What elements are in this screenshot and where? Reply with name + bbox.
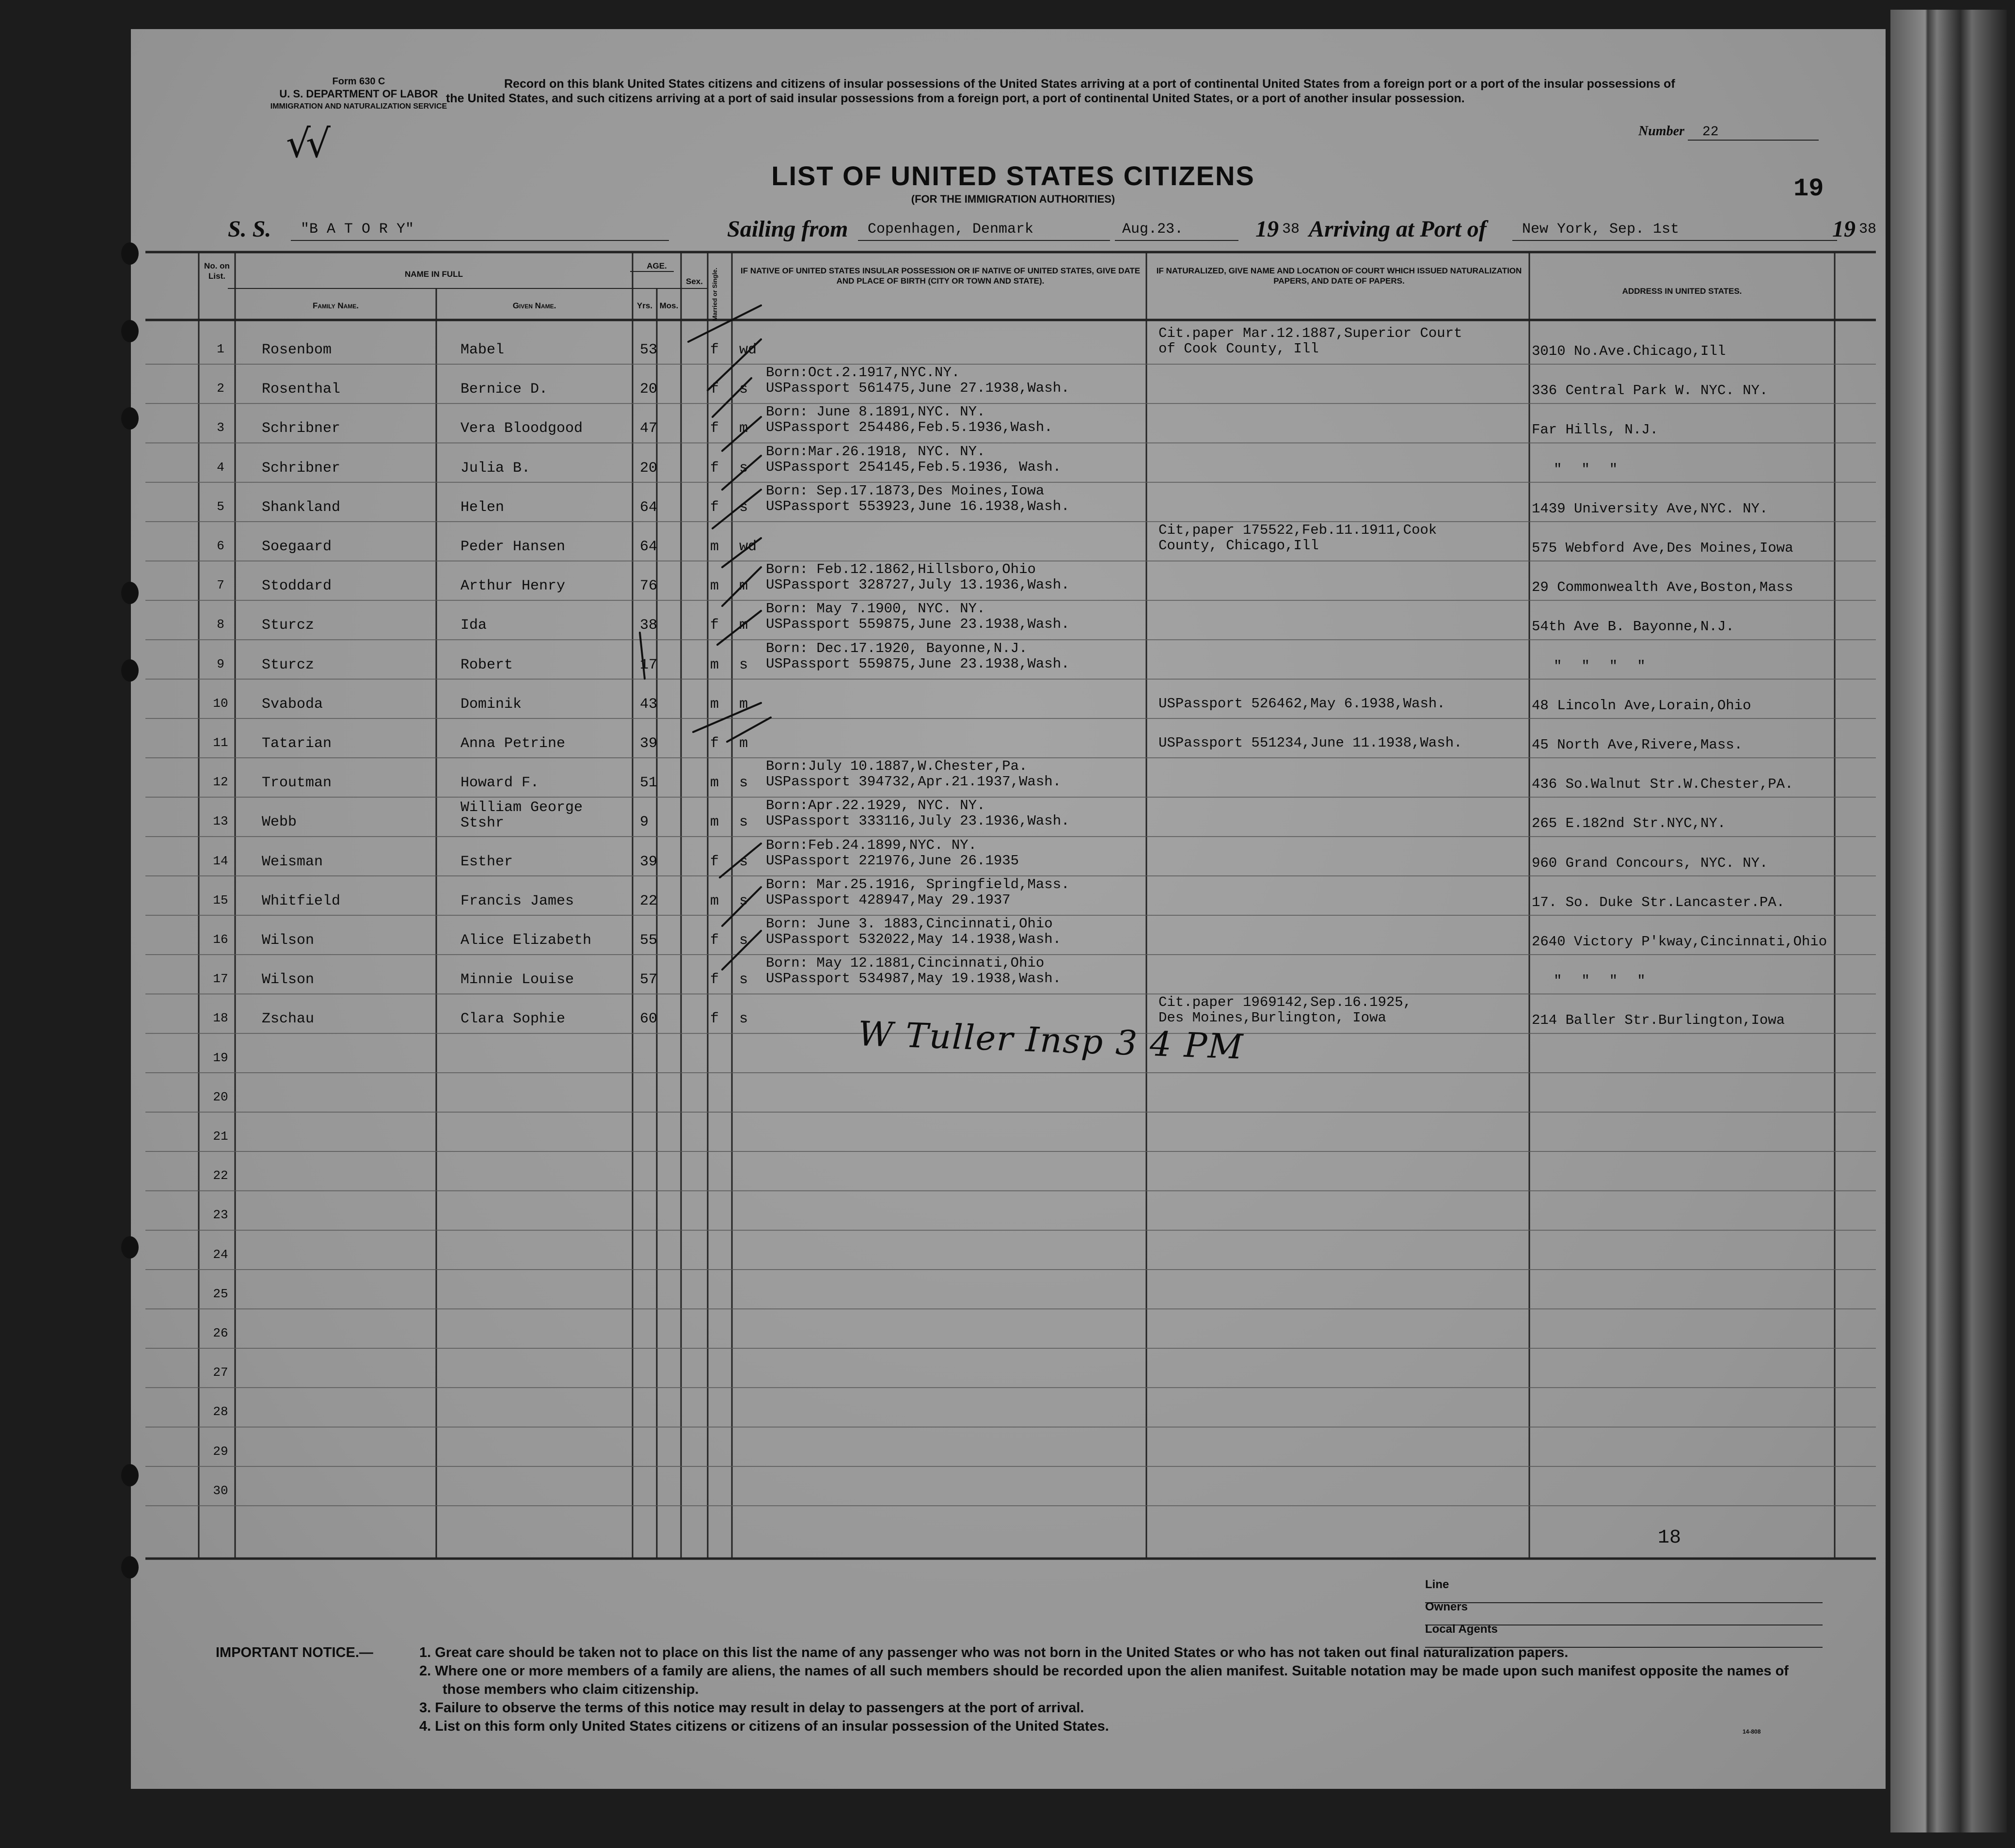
page-subtitle: (FOR THE IMMIGRATION AUTHORITIES) [911, 193, 1115, 205]
table-row [131, 1230, 1886, 1270]
col-header-birth: IF NATIVE OF UNITED STATES INSULAR POSSESSION OR IF NATIVE OF UNITED STATES, GIVE DATE AND PLACE OF BIRTH (CITY OR TOWN AND STATE). [740, 266, 1141, 286]
voyage-line [228, 216, 1876, 245]
birth-info [766, 838, 1019, 869]
col-header-married: Married or Single. [711, 268, 718, 321]
us-address: 29 Commonwealth Ave,Boston,Mass [1532, 579, 1793, 596]
table-row [131, 1191, 1886, 1230]
row-number: 19 [213, 1050, 228, 1065]
family-name: Whitfield [262, 892, 341, 909]
age-years: 38 [640, 617, 658, 634]
table-row [131, 561, 1886, 600]
us-address: 54th Ave B. Bayonne,N.J. [1532, 619, 1734, 635]
us-address: 575 Webford Ave,Des Moines,Iowa [1532, 540, 1793, 556]
family-name: Shankland [262, 499, 341, 516]
marital-status: s [739, 814, 748, 831]
table-row [131, 1151, 1886, 1191]
naturalization-info-line: Cit,paper 175522,Feb.11.1911,Cook [1158, 522, 1437, 538]
naturalization-info [1158, 523, 1437, 554]
birth-info [766, 641, 1070, 672]
given-name: Alice Elizabeth [460, 932, 592, 949]
row-number: 2 [217, 381, 224, 396]
given-name-line: William George [460, 799, 583, 816]
naturalization-info-line: Cit.paper 1969142,Sep.16.1925, [1158, 994, 1412, 1011]
row-number: 16 [213, 932, 228, 947]
col-header-naturalized: IF NATURALIZED, GIVE NAME AND LOCATION OF COURT WHICH ISSUED NATURALIZATION PAPERS, AND DATE OF PAPERS. [1156, 266, 1522, 286]
check-marks: √√ [286, 121, 326, 166]
row-number: 28 [213, 1404, 228, 1419]
sex: m [710, 892, 719, 909]
record-instructions: Record on this blank United States citizens and citizens of insular possessions of the United States arriving at a port of continental United States from a foreign port or a port of the insular possessions of the United States, and such citizens arriving at a port of said insular possessions from a foreign port, a port of continental United States, or a port of another insular possession. [446, 77, 1675, 105]
col-header-family: Family Name. [312, 301, 359, 310]
us-address: 17. So. Duke Str.Lancaster.PA. [1532, 894, 1785, 910]
marital-status: s [739, 892, 748, 909]
table-row [131, 325, 1886, 364]
birth-info-line: Born: May 7.1900, NYC. NY. [766, 601, 985, 617]
given-name: Howard F. [460, 775, 539, 792]
age-years: 9 [640, 814, 649, 831]
birth-info-line: Born:July 10.1887,W.Chester,Pa. [766, 758, 1028, 775]
row-number: 5 [217, 499, 224, 514]
table-row [131, 718, 1886, 758]
sex: f [710, 342, 719, 358]
given-name-line: Stshr [460, 815, 505, 832]
marital-status: m [739, 617, 748, 634]
page-title: LIST OF UNITED STATES CITIZENS [771, 160, 1255, 191]
row-number: 1 [217, 342, 224, 356]
family-name: Wilson [262, 972, 315, 988]
row-number: 11 [213, 735, 228, 750]
table-row [131, 1387, 1886, 1427]
marital-status: m [739, 696, 748, 713]
row-number: 10 [213, 696, 228, 711]
sex: m [710, 656, 719, 673]
naturalization-info-line: Cit.paper Mar.12.1887,Superior Court [1158, 325, 1462, 341]
sex: f [710, 381, 719, 398]
us-address: 436 So.Walnut Str.W.Chester,PA. [1532, 776, 1793, 793]
family-name: Zschau [262, 1011, 315, 1028]
birth-info-line: USPassport 553923,June 16.1938,Wash. [766, 498, 1070, 514]
notice-heading: IMPORTANT NOTICE.— [216, 1645, 373, 1660]
age-years: 55 [640, 932, 658, 949]
col-header-given: Given Name. [512, 301, 556, 310]
marital-status: s [739, 656, 748, 673]
naturalization-info [1158, 696, 1445, 712]
row-number: 6 [217, 539, 224, 553]
marital-status: wd [739, 539, 757, 555]
family-name: Rosenbom [262, 342, 332, 358]
marital-status: s [739, 853, 748, 870]
col-header-age: AGE. [647, 261, 667, 271]
col-header-no: No. on List. [204, 261, 230, 281]
family-name: Sturcz [262, 656, 315, 673]
footer-signature-lines [1425, 1578, 1886, 1645]
list-number-label: Number [1638, 124, 1684, 139]
age-years: 76 [640, 578, 658, 595]
birth-info-line: USPassport 221976,June 26.1935 [766, 852, 1019, 869]
birth-info-line: Born: June 8.1891,NYC. NY. [766, 404, 985, 420]
col-header-address: ADDRESS IN UNITED STATES. [1622, 287, 1742, 296]
given-name: Robert [460, 656, 513, 673]
given-name: Peder Hansen [460, 539, 566, 555]
sex: f [710, 972, 719, 988]
us-address: """" [1554, 973, 1665, 989]
family-name: Svaboda [262, 696, 323, 713]
table-row [131, 1466, 1886, 1506]
table-row [131, 1073, 1886, 1112]
row-number: 17 [213, 972, 228, 987]
arrival-year: 38 [1859, 221, 1877, 238]
birth-info-line: Born: Feb.12.1862,Hillsboro,Ohio [766, 561, 1036, 578]
given-name: Vera Bloodgood [460, 420, 583, 437]
us-address: 265 E.182nd Str.NYC,NY. [1532, 815, 1726, 832]
notice-item: 4. List on this form only United States citizens or citizens of an insular possession of the United States. [419, 1719, 1109, 1734]
col-header-sex: Sex. [686, 277, 703, 286]
table-row [131, 600, 1886, 639]
col-header-name: NAME IN FULL [405, 270, 463, 279]
row-number: 20 [213, 1089, 228, 1104]
sailing-date: Aug.23. [1115, 220, 1238, 241]
naturalization-info-line: of Cook County, Ill [1158, 341, 1319, 357]
sheet-number: 19 [1793, 175, 1824, 203]
row-number: 3 [217, 420, 224, 435]
inspector-handwritten-note: W Tuller Insp 3 4 PM [857, 1014, 1245, 1067]
marital-status: s [739, 1011, 748, 1028]
age-years: 53 [640, 342, 658, 358]
ship-label: S. S. [228, 216, 271, 242]
sex: m [710, 578, 719, 595]
row-number: 29 [213, 1444, 228, 1459]
marital-status: s [739, 460, 748, 477]
us-address: 45 North Ave,Rivere,Mass. [1532, 737, 1743, 753]
marital-status: s [739, 972, 748, 988]
sex: f [710, 853, 719, 870]
col-header-mos: Mos. [659, 301, 679, 310]
year-prefix: 19 [1255, 216, 1279, 242]
birth-info-line: USPassport 328727,July 13.1936,Wash. [766, 577, 1070, 593]
table-row [131, 1309, 1886, 1348]
age-years: 20 [640, 381, 658, 398]
sex: f [710, 420, 719, 437]
page-stack-edge [1890, 10, 2007, 1832]
age-years: 57 [640, 972, 658, 988]
row-number: 15 [213, 892, 228, 908]
age-years: 39 [640, 735, 658, 752]
arrival-year-prefix: 19 [1832, 216, 1856, 242]
given-name: Dominik [460, 696, 522, 713]
birth-info [766, 483, 1070, 514]
age-years: 51 [640, 775, 658, 792]
birth-info-line: Born:Feb.24.1899,NYC. NY. [766, 837, 977, 853]
row-number: 25 [213, 1286, 228, 1301]
table-row [131, 443, 1886, 482]
table-row [131, 955, 1886, 994]
birth-info [766, 562, 1070, 593]
age-years: 64 [640, 499, 658, 516]
family-name: Weisman [262, 853, 323, 870]
service-name: IMMIGRATION AND NATURALIZATION SERVICE [270, 102, 447, 111]
sex: f [710, 1011, 719, 1028]
family-name: Schribner [262, 460, 341, 477]
owners-label: Owners [1425, 1600, 1468, 1613]
naturalization-info [1158, 326, 1462, 357]
marital-status: wd [739, 342, 757, 358]
arriving-label: Arriving at Port of [1309, 216, 1487, 242]
form-code: 14-808 [1743, 1728, 1761, 1735]
birth-info [766, 916, 1061, 947]
sex: m [710, 539, 719, 555]
family-name: Stoddard [262, 578, 332, 595]
naturalization-info-line: Des Moines,Burlington, Iowa [1158, 1010, 1386, 1026]
marital-status: m [739, 735, 748, 752]
marital-status: s [739, 775, 748, 792]
list-number-value: 22 [1688, 125, 1819, 141]
naturalization-info-line: USPassport 551234,June 11.1938,Wash. [1158, 735, 1462, 751]
given-name: Ida [460, 617, 487, 634]
birth-info-line: USPassport 532022,May 14.1938,Wash. [766, 931, 1062, 947]
sex: f [710, 617, 719, 634]
us-address: 1439 University Ave,NYC. NY. [1532, 500, 1768, 517]
birth-info-line: Born:Apr.22.1929, NYC. NY. [766, 797, 985, 814]
birth-info [766, 601, 1070, 632]
sex: f [710, 932, 719, 949]
birth-info [766, 404, 1053, 435]
birth-info [766, 365, 1070, 396]
row-number: 7 [217, 578, 224, 593]
given-name: Bernice D. [460, 381, 548, 398]
agents-label: Local Agents [1425, 1623, 1498, 1636]
us-address: 214 Baller Str.Burlington,Iowa [1532, 1012, 1785, 1029]
row-number: 8 [217, 617, 224, 632]
row-number: 23 [213, 1208, 228, 1223]
row-number: 26 [213, 1326, 228, 1340]
family-name: Webb [262, 814, 297, 831]
table-row [131, 522, 1886, 561]
family-name: Schribner [262, 420, 341, 437]
marital-status: m [739, 578, 748, 595]
age-years: 60 [640, 1011, 658, 1028]
sex: m [710, 814, 719, 831]
row-number: 12 [213, 775, 228, 790]
row-number: 24 [213, 1247, 228, 1262]
marital-status: s [739, 932, 748, 949]
table-row [131, 1270, 1886, 1309]
us-address: 3010 No.Ave.Chicago,Ill [1532, 343, 1726, 359]
row-number: 13 [213, 814, 228, 829]
birth-info [766, 798, 1070, 829]
family-name: Troutman [262, 775, 332, 792]
table-row [131, 364, 1886, 403]
manifest-sheet [131, 29, 1886, 1789]
row-number: 14 [213, 853, 228, 868]
given-name: Anna Petrine [460, 735, 566, 752]
us-address: 960 Grand Concours, NYC. NY. [1532, 855, 1768, 871]
ship-name: "B A T O R Y" [291, 220, 669, 241]
us-address: """" [1554, 658, 1665, 674]
naturalization-info-line: County, Chicago,Ill [1158, 538, 1319, 554]
given-name: Minnie Louise [460, 972, 574, 988]
family-name: Soegaard [262, 539, 332, 555]
given-name: Esther [460, 853, 513, 870]
us-address: """ [1554, 461, 1637, 478]
table-row [131, 837, 1886, 876]
birth-info-line: Born: Dec.17.1920, Bayonne,N.J. [766, 640, 1028, 656]
age-years: 64 [640, 539, 658, 555]
sex: f [710, 499, 719, 516]
table-row [131, 797, 1886, 836]
table-row [131, 403, 1886, 443]
us-address: 2640 Victory P'kway,Cincinnati,Ohio [1532, 934, 1827, 950]
line-label: Line [1425, 1578, 1449, 1591]
family-name: Sturcz [262, 617, 315, 634]
notice-item: 3. Failure to observe the terms of this notice may result in delay to passengers at the port of arrival. [419, 1700, 1084, 1716]
given-name: Helen [460, 499, 505, 516]
table-row [131, 1427, 1886, 1466]
department-name: U. S. DEPARTMENT OF LABOR [279, 88, 438, 100]
birth-info-line: Born:Oct.2.1917,NYC.NY. [766, 365, 960, 381]
table-row [131, 1348, 1886, 1387]
page-total: 18 [1658, 1527, 1682, 1549]
age-years: 22 [640, 892, 658, 909]
col-header-yrs: Yrs. [636, 301, 653, 310]
given-name [460, 800, 583, 831]
family-name: Wilson [262, 932, 315, 949]
age-years: 17 [640, 656, 658, 673]
birth-info [766, 444, 1061, 475]
row-number: 22 [213, 1168, 228, 1183]
notice-item: 2. Where one or more members of a family are aliens, the names of all such members should be recorded upon the alien manifest. Suitable notation may be made upon such manifest opposite the names of those members who claim citizenship. [419, 1663, 1789, 1697]
table-row [131, 1112, 1886, 1151]
marital-status: s [739, 499, 748, 516]
us-address: Far Hills, N.J. [1532, 422, 1659, 438]
sex: f [710, 460, 719, 477]
birth-info [766, 877, 1070, 908]
birth-info-line: USPassport 254145,Feb.5.1936, Wash. [766, 459, 1062, 475]
us-address: 48 Lincoln Ave,Lorain,Ohio [1532, 697, 1751, 714]
birth-info-line: USPassport 559875,June 23.1938,Wash. [766, 655, 1070, 672]
birth-info-line: Born: Mar.25.1916, Springfield,Mass. [766, 876, 1070, 892]
given-name: Arthur Henry [460, 578, 566, 595]
birth-info-line: USPassport 428947,May 29.1937 [766, 892, 1011, 908]
age-years: 39 [640, 853, 658, 870]
table-row [131, 482, 1886, 522]
birth-info [766, 956, 1061, 987]
row-number: 9 [217, 656, 224, 671]
table-row [131, 758, 1886, 797]
birth-info-line: Born:Mar.26.1918, NYC. NY. [766, 443, 985, 460]
birth-info-line: USPassport 559875,June 23.1938,Wash. [766, 616, 1070, 633]
given-name: Mabel [460, 342, 505, 358]
us-address: 336 Central Park W. NYC. NY. [1532, 382, 1768, 399]
arrival-port: New York, Sep. 1st [1512, 220, 1837, 241]
birth-info-line: Born: May 12.1881,Cincinnati,Ohio [766, 955, 1045, 972]
marital-status: m [739, 420, 748, 437]
birth-info-line: USPassport 254486,Feb.5.1936,Wash. [766, 419, 1053, 436]
family-name: Tatarian [262, 735, 332, 752]
list-number [1638, 124, 1819, 141]
family-name: Rosenthal [262, 381, 341, 398]
age-years: 20 [640, 460, 658, 477]
sex: f [710, 735, 719, 752]
given-name: Julia B. [460, 460, 531, 477]
given-name: Clara Sophie [460, 1011, 566, 1028]
marital-status: s [739, 381, 748, 398]
row-number: 18 [213, 1011, 228, 1026]
form-number: Form 630 C [332, 76, 385, 87]
birth-info-line: Born: June 3. 1883,Cincinnati,Ohio [766, 916, 1053, 932]
row-number: 30 [213, 1483, 228, 1498]
row-number: 4 [217, 460, 224, 475]
naturalization-info-line: USPassport 526462,May 6.1938,Wash. [1158, 695, 1445, 712]
given-name: Francis James [460, 892, 574, 909]
sex: m [710, 696, 719, 713]
age-years: 47 [640, 420, 658, 437]
birth-info [766, 759, 1061, 790]
row-number: 27 [213, 1365, 228, 1380]
birth-info-line: Born: Sep.17.1873,Des Moines,Iowa [766, 482, 1045, 499]
birth-info-line: USPassport 534987,May 19.1938,Wash. [766, 971, 1062, 987]
sailing-label: Sailing from [727, 216, 848, 242]
row-number: 21 [213, 1129, 228, 1144]
table-row [131, 640, 1886, 679]
birth-info-line: USPassport 561475,June 27.1938,Wash. [766, 380, 1070, 397]
naturalization-info [1158, 995, 1412, 1026]
birth-info-line: USPassport 394732,Apr.21.1937,Wash. [766, 774, 1062, 790]
birth-info-line: USPassport 333116,July 23.1936,Wash. [766, 813, 1070, 829]
notice-item: 1. Great care should be taken not to place on this list the name of any passenger who was not born in the United States or who has not taken out final naturalization papers. [419, 1645, 1569, 1660]
table-row [131, 679, 1886, 718]
age-years: 43 [640, 696, 658, 713]
sailing-port: Copenhagen, Denmark [858, 220, 1110, 241]
naturalization-info [1158, 735, 1462, 751]
sailing-year: 38 [1282, 221, 1300, 238]
sex: m [710, 775, 719, 792]
table-row [131, 915, 1886, 955]
table-row [131, 876, 1886, 915]
